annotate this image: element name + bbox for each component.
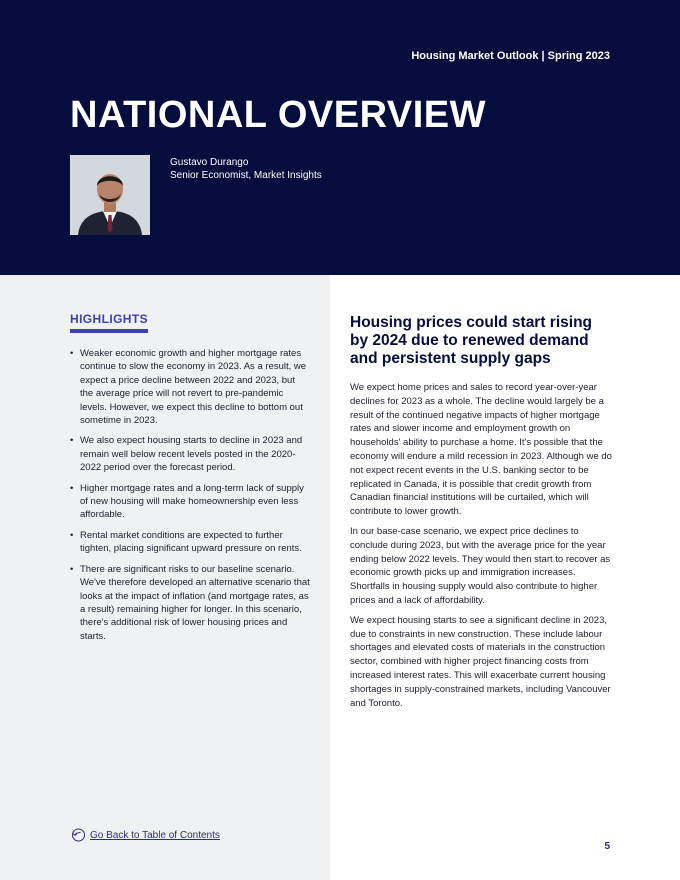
article-title: Housing prices could start rising by 2024 due to renewed demand and persistent supply gaps bbox=[350, 314, 593, 367]
highlight-item: • Weaker economic growth and higher mortgage rates continue to slow the economy in 2023. As a result, we expect a price decline between 2022 and 2023, but the average price will not revert to pre-pandemic levels. However, we expect this decline to bottom out sometime in 2023. bbox=[70, 347, 310, 427]
back-arrow-icon bbox=[70, 827, 86, 843]
author-name: Gustavo Durango bbox=[170, 157, 249, 168]
author-photo bbox=[70, 155, 150, 235]
article-paragraph: We expect housing starts to see a significant decline in 2023, due to constraints in new construction. These include labour shortages and elevated costs of materials in the construction sector, combined with higher project financing costs from increased interest rates. This will exacerbate current housing shortages in supply-constrained markets, including Vancouver and Toronto. bbox=[350, 614, 611, 709]
highlight-item: • There are significant risks to our baseline scenario. We've therefore developed an alternative scenario that looks at the impact of inflation (and mortgage rates, as a result) remaining higher for longer. In this scenario, there's additional risk of lower housing prices and starts. bbox=[70, 563, 310, 643]
highlight-item: • Rental market conditions are expected to further tighten, placing significant upward pressure on rents. bbox=[70, 529, 310, 556]
highlights-heading: HIGHLIGHTS bbox=[70, 312, 148, 333]
publication-title: Housing Market Outlook | Spring 2023 bbox=[411, 50, 610, 62]
author-role: Senior Economist, Market Insights bbox=[170, 170, 322, 181]
highlights-panel bbox=[0, 275, 330, 880]
header-banner bbox=[0, 0, 680, 275]
back-link-label[interactable]: Go Back to Table of Contents bbox=[90, 829, 220, 841]
highlights-list bbox=[70, 347, 310, 650]
page-title: NATIONAL OVERVIEW bbox=[70, 94, 486, 136]
author-portrait-icon bbox=[70, 155, 150, 235]
article-paragraph: We expect home prices and sales to record year-over-year declines for 2023 as a whole. The decline would largely be a result of the continued negative impacts of higher mortgage rates and slower income and employment growth on households' ability to purchase a home. It's possible that the economy will endure a mild recession in 2023. Although we do not expect recent events in the U.S. banking sector to be replicated in Canada, it is possible that credit growth from Canadian financial institutions will be curtailed, which will contribute to lower growth. bbox=[350, 382, 612, 518]
highlight-item: • We also expect housing starts to decline in 2023 and remain well below recent levels posted in the 2020-2022 period over the forecast period. bbox=[70, 434, 310, 474]
highlight-item: • Higher mortgage rates and a long-term lack of supply of new housing will make homeownership even less affordable. bbox=[70, 482, 310, 522]
article bbox=[350, 314, 612, 716]
author-info bbox=[170, 156, 322, 182]
back-to-toc-link[interactable] bbox=[70, 827, 220, 843]
page-number: 5 bbox=[604, 841, 610, 852]
article-paragraph: In our base-case scenario, we expect price declines to conclude during 2023, but with the average price for the year ending below 2022 levels. They would then start to recover as economic growth picks up and immigration increases. Shortfalls in housing supply would also contribute to higher prices and a lack of affordability. bbox=[350, 525, 611, 606]
